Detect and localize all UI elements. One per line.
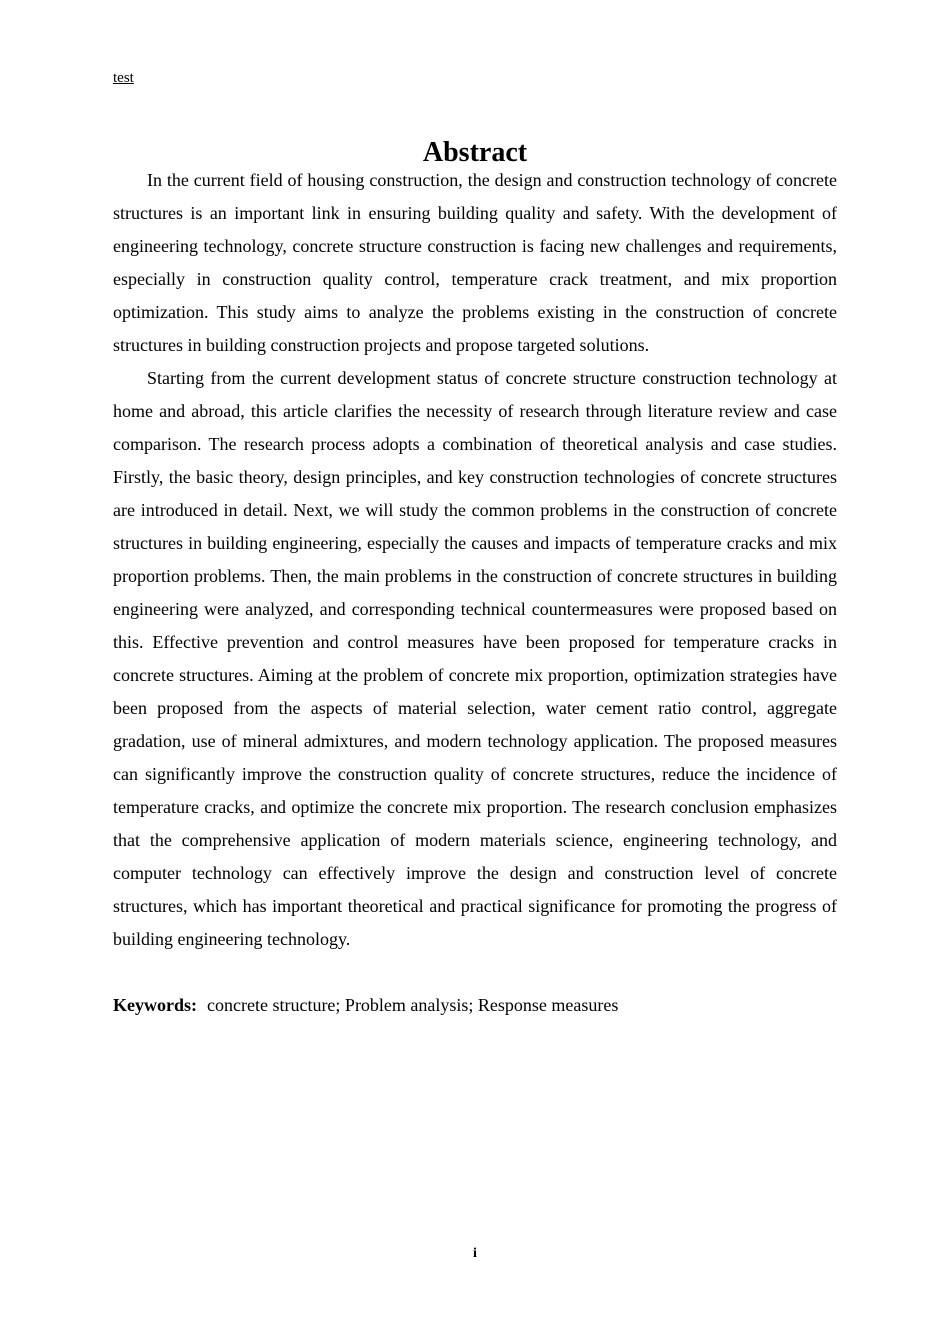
abstract-paragraph-2: Starting from the current development status of concrete structure construction technology at home and abroad, this article clarifies the necessity of research through literature review and case comparison. The research process adopts a combination of theoretical analysis and case studies. Firstly, the basic theory, design principles, and key construction technologies of concrete structures are introduced in detail. Next, we will study the common problems in the construction of concrete structures in building engineering, especially the causes and impacts of temperature cracks and mix proportion problems. Then, the main problems in the construction of concrete structures in building engineering were analyzed, and corresponding technical countermeasures were proposed based on this. Effective prevention and control measures have been proposed for temperature cracks in concrete structures. Aiming at the problem of concrete mix proportion, optimization strategies have been proposed from the aspects of material selection, water cement ratio control, aggregate gradation, use of mineral admixtures, and modern technology application. The proposed measures can significantly improve the construction quality of concrete structures, reduce the incidence of temperature cracks, and optimize the concrete mix proportion. The research conclusion emphasizes that the comprehensive application of modern materials science, engineering technology, and computer technology can effectively improve the design and construction level of concrete structures, which has important theoretical and practical significance for promoting the progress of building engineering technology. [113,368,837,949]
abstract-body [113,164,837,956]
abstract-title: Abstract [422,137,528,168]
header-link[interactable]: test [113,70,134,86]
keywords-value: concrete structure; Problem analysis; Response measures [207,995,619,1015]
keywords-label: Keywords: [113,995,197,1015]
keywords-line [113,989,837,1022]
page-number: i [473,1246,477,1261]
abstract-paragraph-1: In the current field of housing construction, the design and construction technology of concrete structures is an important link in ensuring building quality and safety. With the development of engineering technology, concrete structure construction is facing new challenges and requirements, especially in construction quality control, temperature crack treatment, and mix proportion optimization. This study aims to analyze the problems existing in the construction of concrete structures in building construction projects and propose targeted solutions. [113,170,837,355]
